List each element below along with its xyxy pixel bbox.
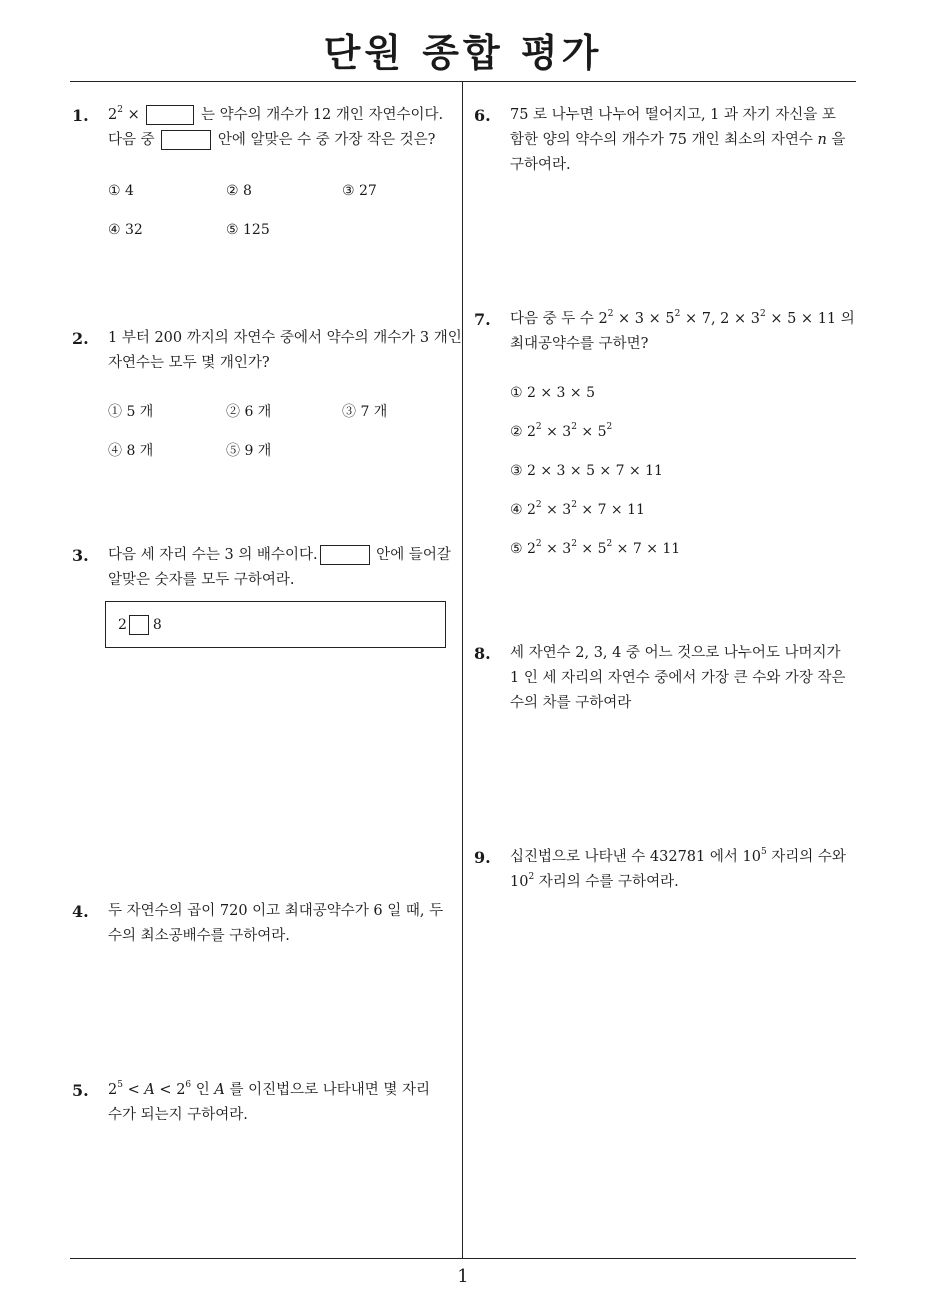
question-text-line: 다음 중 두 수 $2^2 \times 3 \times 5^2 \times 7$, $2 \times 3^2 \times 5 \times 11$ 의: [510, 309, 855, 327]
choice-5[interactable]: ⑤ $2^2 \times 3^2 \times 5^2 \times 7 \times 11$: [510, 539, 681, 557]
choice-3[interactable]: ③ 7 개: [342, 404, 388, 420]
question-2: [72, 326, 462, 470]
question-text-line: 다음 중 안에 알맞은 수 중 가장 작은 것은?: [108, 132, 436, 148]
question-text-line: 1 인 세 자리의 자연수 중에서 가장 큰 수와 가장 작은: [510, 670, 846, 686]
question-text-line: 수의 차를 구하여라: [510, 695, 632, 711]
choice-4[interactable]: ④ 8 개: [108, 443, 154, 459]
choice-1[interactable]: ① 2 × 3 × 5: [510, 385, 595, 401]
question-7: [474, 307, 864, 557]
choice-2[interactable]: ② 6 개: [226, 404, 272, 420]
choice-2[interactable]: ② $2^2 \times 3^2 \times 5^2$: [510, 422, 613, 440]
choice-4[interactable]: ④ $2^2 \times 3^2 \times 7 \times 11$: [510, 500, 645, 518]
question-text-line: 알맞은 숫자를 모두 구하여라.: [108, 572, 295, 588]
question-text-line: 자연수는 모두 몇 개인가?: [108, 355, 270, 371]
question-number: 4.: [72, 902, 89, 921]
choice-list: [510, 381, 864, 557]
answer-blank: [161, 130, 211, 150]
page-number: 1: [457, 1266, 469, 1287]
question-1: [72, 103, 462, 249]
question-text-line: 세 자연수 2, 3, 4 중 어느 것으로 나누어도 나머지가: [510, 645, 841, 661]
question-text-line: 최대공약수를 구하면?: [510, 336, 649, 352]
digit-right: 8: [152, 617, 162, 633]
question-number: 5.: [72, 1081, 89, 1100]
choice-1[interactable]: ① 5 개: [108, 404, 154, 420]
question-5: [72, 1078, 462, 1128]
question-text-line: 1 부터 200 까지의 자연수 중에서 약수의 개수가 3 개인: [108, 330, 462, 346]
bottom-rule: [70, 1258, 856, 1259]
choice-5[interactable]: ⑤ 125: [226, 222, 270, 238]
question-number: 3.: [72, 546, 89, 565]
question-text-line: 수의 최소공배수를 구하여라.: [108, 928, 290, 944]
question-number: 7.: [474, 310, 491, 329]
page-title: 단원 종합 평가: [323, 31, 603, 75]
choice-list: [108, 179, 462, 249]
question-number: 1.: [72, 106, 89, 125]
digit-left: 2: [118, 617, 127, 633]
choice-4[interactable]: ④ 32: [108, 222, 143, 238]
question-text-line: 수가 되는지 구하여라.: [108, 1107, 248, 1123]
question-number: 6.: [474, 106, 491, 125]
question-text-line: 두 자연수의 곱이 720 이고 최대공약수가 6 일 때, 두: [108, 903, 444, 919]
question-text-line: $10^2$ 자리의 수를 구하여라.: [510, 872, 679, 890]
answer-blank: [320, 545, 370, 565]
number-box: [105, 601, 446, 648]
question-8: [474, 641, 864, 716]
choice-5[interactable]: ⑤ 9 개: [226, 443, 272, 459]
question-text-line: 함한 양의 약수의 개수가 75 개인 최소의 자연수 n 을: [510, 132, 846, 148]
question-number: 9.: [474, 848, 491, 867]
column-divider: [462, 82, 463, 1258]
question-number: 2.: [72, 329, 89, 348]
question-9: [474, 845, 864, 895]
digit-blank: [129, 615, 149, 635]
answer-blank: [146, 105, 194, 125]
top-rule: [70, 81, 856, 82]
question-number: 8.: [474, 644, 491, 663]
question-4: [72, 899, 462, 949]
choice-1[interactable]: ① 4: [108, 183, 134, 199]
choice-3[interactable]: ③ 27: [342, 183, 377, 199]
question-6: [474, 103, 864, 178]
choice-3[interactable]: ③ 2 × 3 × 5 × 7 × 11: [510, 463, 663, 479]
question-text-line: $2^2$ × 는 약수의 개수가 12 개인 자연수이다.: [108, 105, 444, 123]
choice-list: [108, 400, 462, 470]
question-text-line: $2^5 < A < 2^6$ 인 A 를 이진법으로 나타내면 몇 자리: [108, 1080, 431, 1098]
question-3: [72, 543, 462, 593]
question-text-line: 십진법으로 나타낸 수 432781 에서 $10^5$ 자리의 수와: [510, 847, 846, 865]
choice-2[interactable]: ② 8: [226, 183, 252, 199]
question-text-line: 다음 세 자리 수는 3 의 배수이다. 안에 들어갈: [108, 547, 451, 563]
question-text-line: 구하여라.: [510, 157, 571, 173]
question-text-line: 75 로 나누면 나누어 떨어지고, 1 과 자기 자신을 포: [510, 107, 836, 123]
